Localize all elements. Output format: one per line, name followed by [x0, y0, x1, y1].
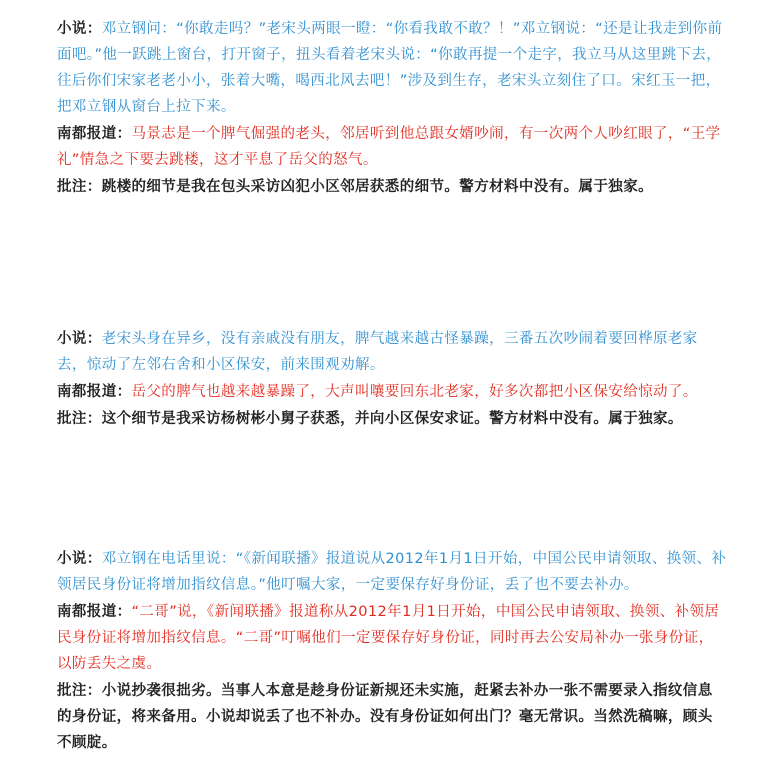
annotation-label: 批注：: [57, 411, 102, 427]
nandu-label: 南都报道：: [57, 384, 132, 400]
annotation-text: 小说抄袭很拙劣。当事人本意是趁身份证新规还未实施，赶紧去补办一张不需要录入指纹信息的身份证，将来备用。小说却说丢了也不补办。没有身份证如何出门？毫无常识。当然洗稿嘛，顾头不顾腚。: [57, 683, 713, 751]
novel-label: 小说：: [57, 331, 102, 347]
nandu-label: 南都报道：: [57, 604, 132, 620]
comparison-block-2: [57, 326, 727, 432]
nandu-text: 马景志是一个脾气倔强的老头，邻居听到他总跟女婿吵闹，有一次两个人吵红眼了，“王学礼”情急之下要去跳楼，这才平息了岳父的怒气。: [57, 126, 721, 168]
novel-label: 小说：: [57, 21, 102, 37]
nandu-text: “二哥”说，《新闻联播》报道称从2012年1月1日开始，中国公民申请领取、换领、补领居民身份证将增加指纹信息。“二哥”叮嘱他们一定要保存好身份证，同时再去公安局补办一张身份证，以防丢失之虞。: [57, 604, 720, 672]
novel-text: 邓立钢问：“你敢走吗？”老宋头两眼一瞪：“你看我敢不敢？！”邓立钢说：“还是让我走到你前面吧。”他一跃跳上窗台，打开窗子，扭头看着老宋头说：“你敢再提一个走字，我立马从这里跳下去，往后你们宋家老老小小，张着大嘴，喝西北风去吧！”涉及到生存，老宋头立刻住了口。宋红玉一把，把邓立钢从窗台上拉下来。: [57, 21, 723, 115]
novel-text: 邓立钢在电话里说：“《新闻联播》报道说从2012年1月1日开始，中国公民申请领取、换领、补领居民身份证将增加指纹信息。”他叮嘱大家，一定要保存好身份证，丢了也不要去补办。: [57, 551, 727, 593]
nandu-report: [57, 379, 727, 405]
annotation: [57, 406, 727, 432]
novel-text: 老宋头身在异乡，没有亲戚没有朋友，脾气越来越古怪暴躁，三番五次吵闹着要回桦原老家去，惊动了左邻右舍和小区保安，前来围观劝解。: [57, 331, 698, 373]
novel-label: 小说：: [57, 551, 102, 567]
novel-excerpt: [57, 326, 727, 378]
novel-excerpt: [57, 546, 727, 598]
annotation-label: 批注：: [57, 179, 102, 195]
annotation-text: 这个细节是我采访杨树彬小舅子获悉，并向小区保安求证。警方材料中没有。属于独家。: [101, 411, 683, 427]
annotation: [57, 174, 727, 200]
nandu-label: 南都报道：: [57, 126, 132, 142]
novel-excerpt: [57, 16, 727, 120]
nandu-report: [57, 599, 727, 677]
nandu-text: 岳父的脾气也越来越暴躁了，大声叫嚷要回东北老家，好多次都把小区保安给惊动了。: [131, 384, 698, 400]
annotation-text: 跳楼的细节是我在包头采访凶犯小区邻居获悉的细节。警方材料中没有。属于独家。: [101, 179, 653, 195]
comparison-block-3: [57, 546, 727, 756]
nandu-report: [57, 121, 727, 173]
annotation-label: 批注：: [57, 683, 102, 699]
annotation: [57, 678, 727, 756]
comparison-block-1: [57, 16, 727, 200]
